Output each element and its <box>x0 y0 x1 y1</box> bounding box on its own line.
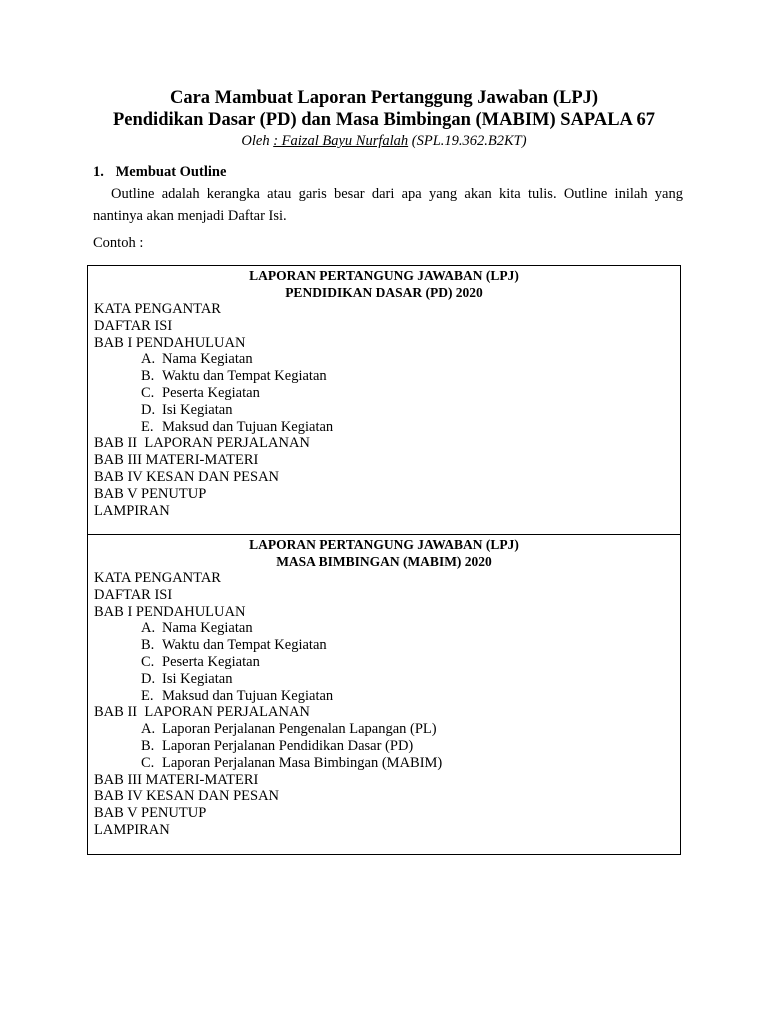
outline-bab-2: BAB II LAPORAN PERJALANAN <box>94 704 310 721</box>
box-heading-1: LAPORAN PERTANGUNG JAWABAN (LPJ) <box>249 537 519 552</box>
section-heading <box>93 162 226 182</box>
sub-item-text: Isi Kegiatan <box>162 401 233 418</box>
byline-code: (SPL.19.362.B2KT) <box>408 133 527 149</box>
outline-bab-2: BAB II LAPORAN PERJALANAN <box>94 435 310 452</box>
byline-author: : Faizal Bayu Nurfalah <box>273 133 409 149</box>
sub-item-text: Peserta Kegiatan <box>162 384 260 401</box>
document-title-line2: Pendidikan Dasar (PD) dan Masa Bimbingan (MABIM) SAPALA 67 <box>112 110 656 130</box>
outline-bab-1: BAB I PENDAHULUAN <box>94 603 246 620</box>
sub-item-letter: C. <box>141 754 155 771</box>
sub-item-letter: B. <box>141 368 155 385</box>
example-label: Contoh : <box>93 235 144 251</box>
sub-item-text: Nama Kegiatan <box>162 351 253 368</box>
outline-sub-item <box>88 368 680 385</box>
outline-bab-3: BAB III MATERI-MATERI <box>94 771 259 788</box>
sub-item-text: Laporan Perjalanan Pengenalan Lapangan (PL) <box>162 721 437 738</box>
outline-sub-item <box>88 385 680 402</box>
outline-box-pd <box>87 265 681 535</box>
section-number: 1. <box>93 164 104 180</box>
outline-sub-item <box>88 402 680 419</box>
section-heading-text: Membuat Outline <box>115 164 227 180</box>
outline-bab-1: BAB I PENDAHULUAN <box>94 334 246 351</box>
outline-sub-item <box>88 620 680 637</box>
sub-item-text: Waktu dan Tempat Kegiatan <box>162 368 327 385</box>
sub-item-text: Maksud dan Tujuan Kegiatan <box>162 418 334 435</box>
outline-bab-5: BAB V PENUTUP <box>94 805 207 822</box>
outline-sub-item <box>88 721 680 738</box>
sub-item-letter: E. <box>141 687 154 704</box>
sub-item-letter: B. <box>141 737 155 754</box>
sub-item-letter: A. <box>141 721 156 738</box>
byline <box>0 131 768 151</box>
outline-box-mabim <box>87 534 681 855</box>
outline-lampiran: LAMPIRAN <box>94 502 170 519</box>
sub-item-letter: C. <box>141 384 155 401</box>
sub-item-letter: A. <box>141 351 156 368</box>
outline-sub-item <box>88 738 680 755</box>
outline-bab-5: BAB V PENUTUP <box>94 485 207 502</box>
sub-item-letter: C. <box>141 653 155 670</box>
section-paragraph <box>93 183 683 227</box>
box-heading-1: LAPORAN PERTANGUNG JAWABAN (LPJ) <box>249 268 519 283</box>
sub-item-text: Nama Kegiatan <box>162 620 253 637</box>
outline-sub-item <box>88 671 680 688</box>
paragraph-line-2: nantinya akan menjadi Daftar Isi. <box>93 208 287 224</box>
outline-sub-item <box>88 351 680 368</box>
box-heading-2: MASA BIMBINGAN (MABIM) 2020 <box>276 554 492 569</box>
outline-kata-pengantar: KATA PENGANTAR <box>94 570 221 586</box>
outline-bab-4: BAB IV KESAN DAN PESAN <box>94 788 280 805</box>
outline-daftar-isi: DAFTAR ISI <box>94 586 173 603</box>
sub-item-text: Maksud dan Tujuan Kegiatan <box>162 687 334 704</box>
outline-lampiran: LAMPIRAN <box>94 821 170 838</box>
outline-bab-4: BAB IV KESAN DAN PESAN <box>94 468 280 485</box>
outline-daftar-isi: DAFTAR ISI <box>94 317 173 334</box>
sub-item-letter: D. <box>141 670 156 687</box>
outline-kata-pengantar: KATA PENGANTAR <box>94 301 221 317</box>
outline-sub-item <box>88 654 680 671</box>
outline-sub-item <box>88 688 680 705</box>
paragraph-line-1: Outline adalah kerangka atau garis besar dari apa yang akan kita tulis. Outline inilah yang <box>111 186 683 202</box>
sub-item-text: Laporan Perjalanan Pendidikan Dasar (PD) <box>162 737 414 754</box>
sub-item-text: Peserta Kegiatan <box>162 653 260 670</box>
sub-item-text: Laporan Perjalanan Masa Bimbingan (MABIM) <box>162 754 443 771</box>
document-title-line1: Cara Mambuat Laporan Pertanggung Jawaban (LPJ) <box>169 88 599 108</box>
sub-item-text: Isi Kegiatan <box>162 670 233 687</box>
outline-sub-item <box>88 637 680 654</box>
sub-item-text: Waktu dan Tempat Kegiatan <box>162 637 327 654</box>
sub-item-letter: A. <box>141 620 156 637</box>
outline-bab-3: BAB III MATERI-MATERI <box>94 452 259 469</box>
outline-sub-item <box>88 419 680 436</box>
outline-sub-item <box>88 755 680 772</box>
sub-item-letter: E. <box>141 418 154 435</box>
box-heading-2: PENDIDIKAN DASAR (PD) 2020 <box>285 285 483 300</box>
sub-item-letter: D. <box>141 401 156 418</box>
byline-prefix: Oleh <box>241 133 274 149</box>
sub-item-letter: B. <box>141 637 155 654</box>
